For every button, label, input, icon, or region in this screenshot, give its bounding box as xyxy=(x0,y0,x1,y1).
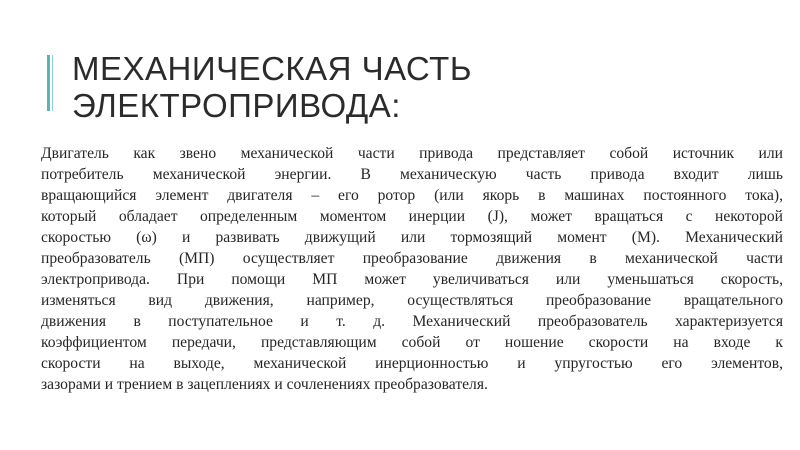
title-accent-bar-thin xyxy=(52,55,53,111)
body-line: изменяться вид движения, например, осуществляться преобразование вращательного xyxy=(41,292,783,309)
body-line: вращающийся элемент двигателя – его ротор (или якорь в машинах постоянного тока), xyxy=(41,187,783,204)
body-line: коэффициентом передачи, представляющим собой от ношение скорости на входе к xyxy=(41,334,783,351)
body-line: преобразователь (МП) осуществляет преобразование движения в механической части xyxy=(41,250,783,267)
body-line: скоростью (ω) и развивать движущий или тормозящий момент (M). Механический xyxy=(41,229,783,246)
body-line: который обладает определенным моментом инерции (J), может вращаться с некоторой xyxy=(41,208,783,225)
slide-body-text xyxy=(41,143,783,395)
body-line: потребитель механической энергии. В механическую часть привода входит лишь xyxy=(41,166,783,183)
body-line: движения в поступательное и т. д. Механический преобразователь характеризуется xyxy=(41,313,783,330)
slide-title-line: ЭЛЕКТРОПРИВОДА: xyxy=(72,87,401,124)
body-line: Двигатель как звено механической части привода представляет собой источник или xyxy=(41,145,783,162)
body-line: скорости на выходе, механической инерционностью и упругостью его элементов, xyxy=(41,355,783,372)
body-line: электропривода. При помощи МП может увеличиваться или уменьшаться скорость, xyxy=(41,271,783,288)
slide-title-line: МЕХАНИЧЕСКАЯ ЧАСТЬ xyxy=(72,50,472,87)
slide-title xyxy=(72,50,772,124)
body-line: зазорами и трением в зацеплениях и сочленениях преобразователя. xyxy=(41,376,488,393)
title-accent-bar xyxy=(47,55,50,111)
